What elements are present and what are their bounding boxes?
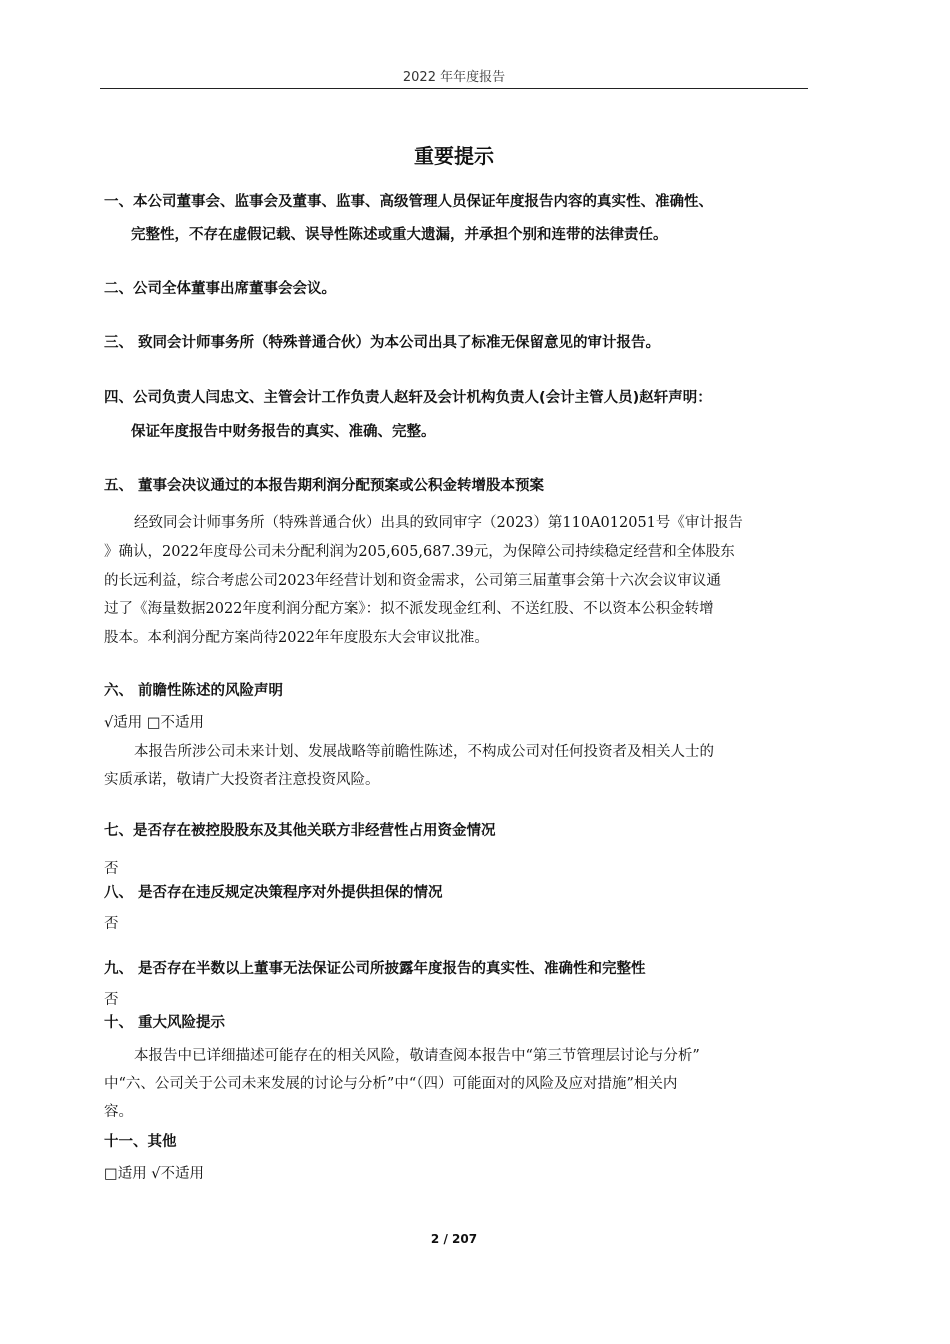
item-2: 二、公司全体董事出席董事会会议。 bbox=[104, 281, 336, 297]
item-7-answer: 否 bbox=[104, 861, 119, 877]
item-6-text: 本报告所涉公司未来计划、发展战略等前瞻性陈述，不构成公司对任何投资者及相关人士的 bbox=[134, 744, 714, 760]
item-6-applicability: √适用 □不适用 bbox=[104, 715, 205, 731]
item-10-text: 本报告中已详细描述可能存在的相关风险，敬请查阅本报告中“第三节管理层讨论与分析” bbox=[134, 1048, 700, 1064]
item-3: 三、 致同会计师事务所（特殊普通合伙）为本公司出具了标准无保留意见的审计报告。 bbox=[104, 335, 661, 351]
item-8-heading: 八、 是否存在违反规定决策程序对外提供担保的情况 bbox=[104, 885, 443, 901]
item-11-applicability: □适用 √不适用 bbox=[104, 1166, 205, 1182]
item-10-heading: 十、 重大风险提示 bbox=[104, 1015, 226, 1031]
item-9-heading: 九、 是否存在半数以上董事无法保证公司所披露年度报告的真实性、准确性和完整性 bbox=[104, 961, 646, 977]
item-6-text: 实质承诺，敬请广大投资者注意投资风险。 bbox=[104, 772, 380, 788]
item-7-heading: 七、是否存在被控股股东及其他关联方非经营性占用资金情况 bbox=[104, 823, 496, 839]
item-11-heading: 十一、其他 bbox=[104, 1134, 177, 1150]
item-5-heading: 五、 董事会决议通过的本报告期利润分配预案或公积金转增股本预案 bbox=[104, 478, 545, 494]
item-9-answer: 否 bbox=[104, 992, 119, 1008]
item-8-answer: 否 bbox=[104, 916, 119, 932]
item-10-text: 容。 bbox=[104, 1104, 133, 1120]
item-5-text: 的长远利益，综合考虑公司2023年经营计划和资金需求，公司第三届董事会第十六次会议审议通 bbox=[104, 573, 721, 589]
item-5-text: 》确认，2022年度母公司未分配利润为205,605,687.39元，为保障公司持续稳定经营和全体股东 bbox=[104, 544, 735, 560]
header-divider bbox=[100, 88, 808, 89]
item-5-text: 经致同会计师事务所（特殊普通合伙）出具的致同审字（2023）第110A012051号《审计报告 bbox=[134, 515, 743, 531]
page-header: 2022 年年度报告 bbox=[402, 70, 506, 85]
item-6-heading: 六、 前瞻性陈述的风险声明 bbox=[104, 683, 284, 699]
item-5-text: 过了《海量数据2022年度利润分配方案》：拟不派发现金红利、不送红股、不以资本公积金转增 bbox=[104, 601, 714, 617]
item-1-line-1: 一、本公司董事会、监事会及董事、监事、高级管理人员保证年度报告内容的真实性、准确性、 bbox=[104, 194, 713, 210]
item-5-text: 股本。本利润分配方案尚待2022年年度股东大会审议批准。 bbox=[104, 630, 489, 646]
item-10-text: 中“六、公司关于公司未来发展的讨论与分析”中“（四）可能面对的风险及应对措施”相关内 bbox=[104, 1076, 678, 1092]
page-title: 重要提示 bbox=[414, 144, 494, 168]
item-4-line-2: 保证年度报告中财务报告的真实、准确、完整。 bbox=[131, 424, 436, 440]
item-1-line-2: 完整性，不存在虚假记载、误导性陈述或重大遗漏，并承担个别和连带的法律责任。 bbox=[131, 227, 668, 243]
item-4-line-1: 四、公司负责人闫忠文、主管会计工作负责人赵轩及会计机构负责人(会计主管人员)赵轩声明： bbox=[104, 390, 712, 406]
page-number: 2 / 207 bbox=[430, 1232, 478, 1246]
